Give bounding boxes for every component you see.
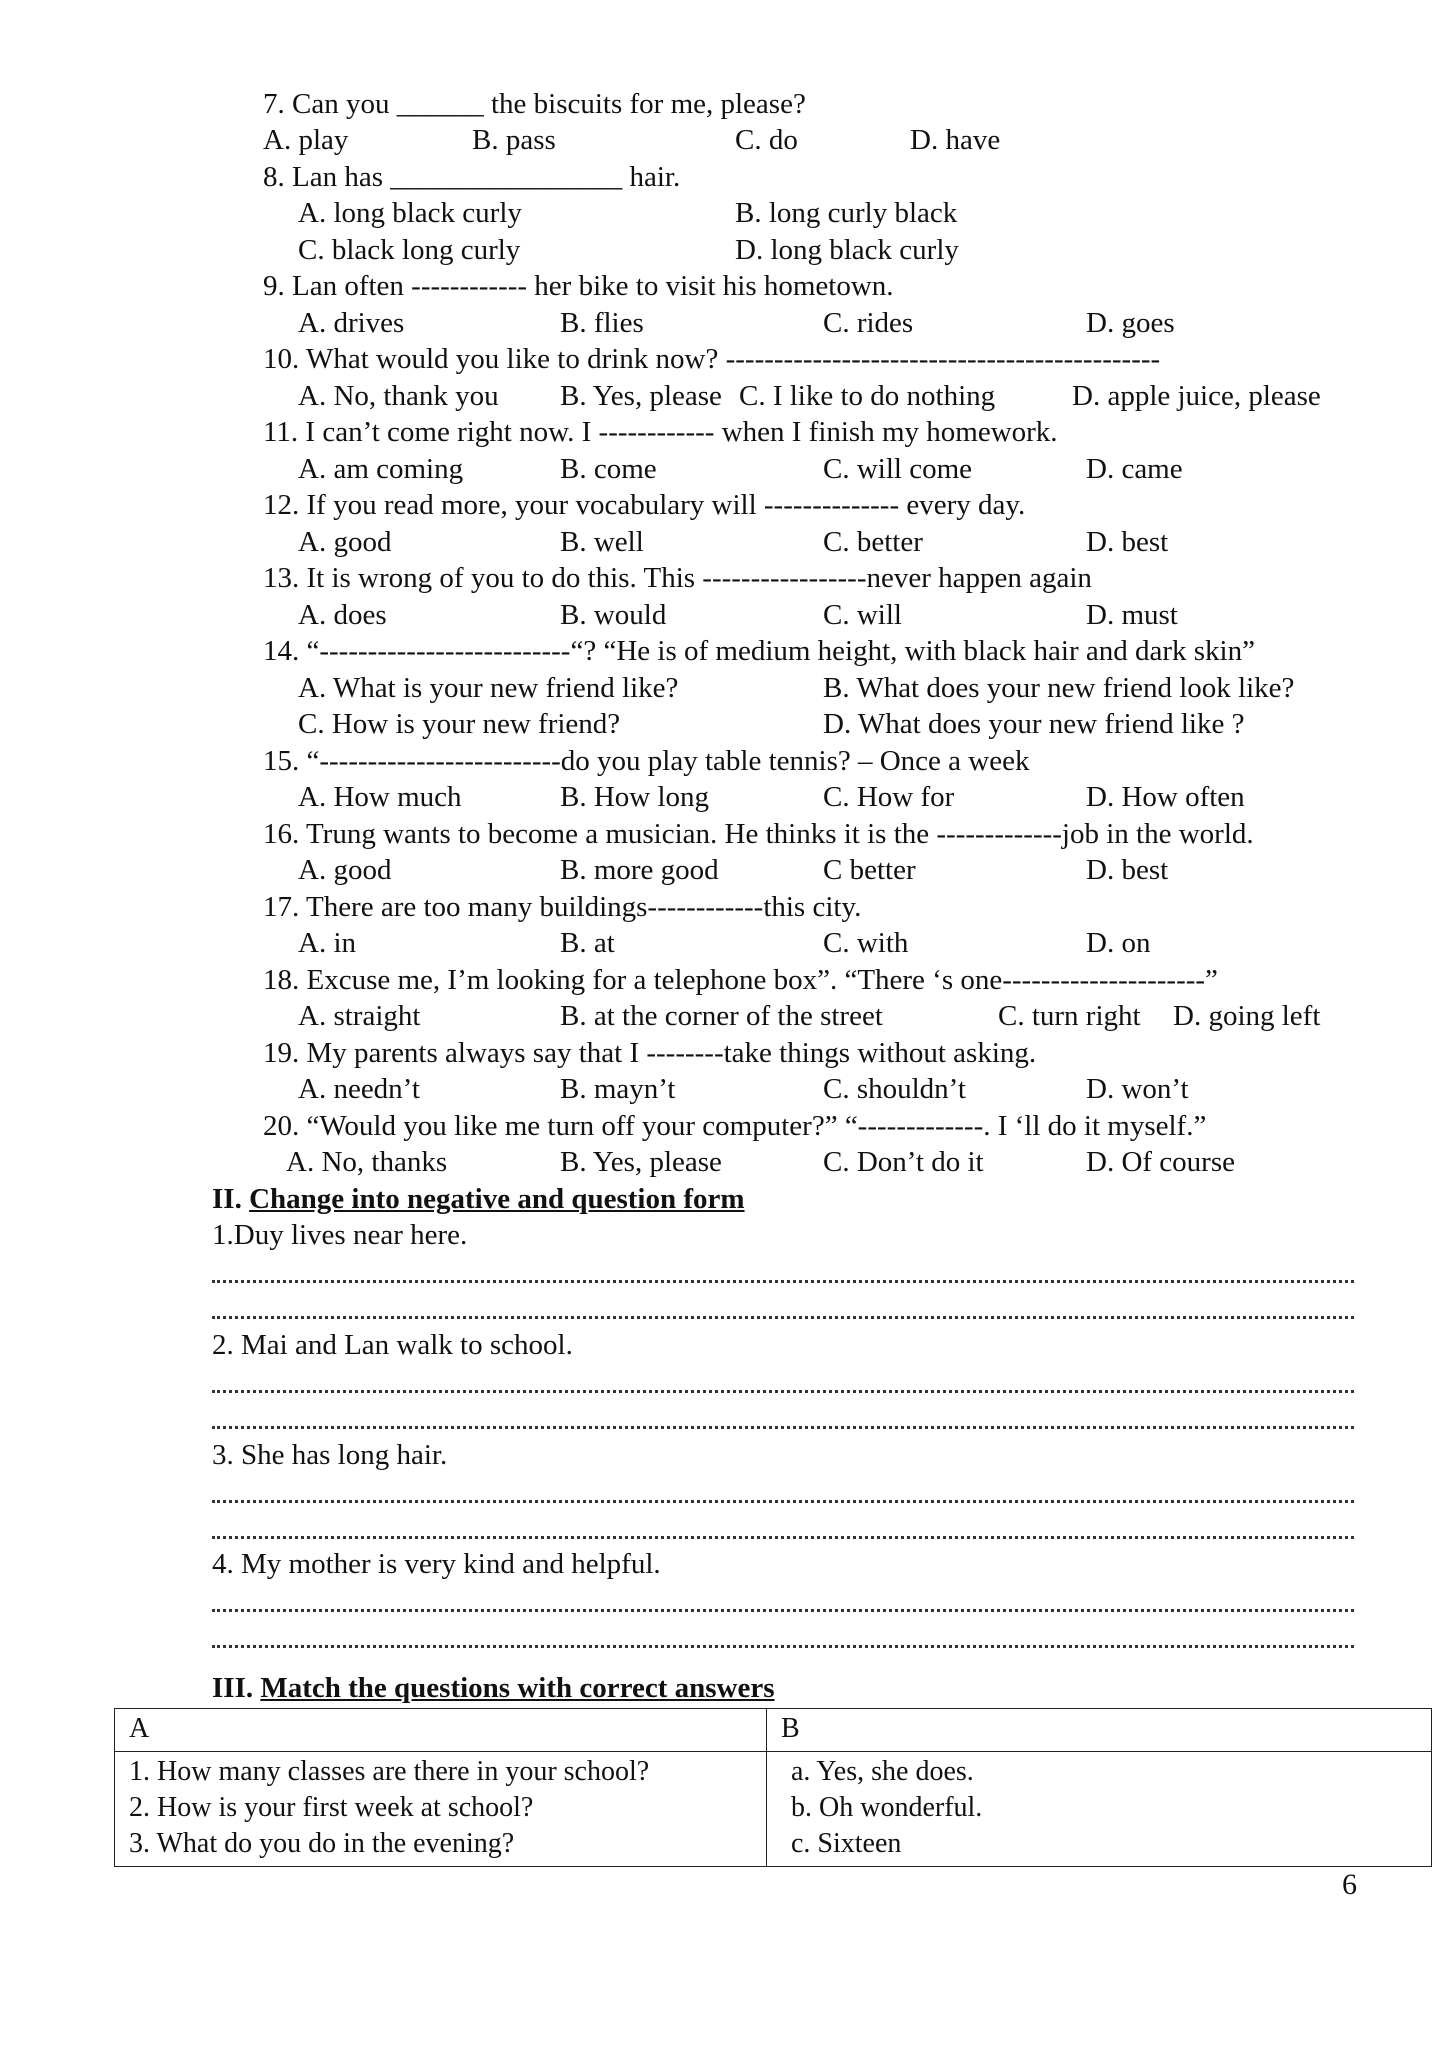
question-15: 15. “-------------------------do you play table tennis? – Once a week — [263, 745, 1030, 777]
option: C. with — [823, 927, 909, 959]
option: D. came — [1086, 453, 1183, 485]
answer-line — [212, 1422, 1354, 1429]
section-title: Change into negative and question form — [249, 1183, 745, 1215]
option: A. No, thanks — [286, 1146, 448, 1178]
option: C. How for — [823, 781, 955, 813]
question-11: 11. I can’t come right now. I ------------ when I finish my homework. — [263, 416, 1058, 448]
option: B. How long — [560, 781, 710, 813]
option: D. How often — [1086, 781, 1245, 813]
page-number: 6 — [1342, 1868, 1357, 1901]
option: C. will — [823, 599, 902, 631]
section-2-heading — [212, 1181, 745, 1217]
transform-item-2: 2. Mai and Lan walk to school. — [212, 1329, 573, 1361]
list-item: a. Yes, she does. — [791, 1756, 974, 1787]
option: A. No, thank you — [298, 380, 499, 412]
option: A. good — [298, 854, 392, 886]
list-item: 2. How is your first week at school? — [129, 1792, 534, 1823]
option: A. play — [263, 124, 349, 156]
transform-item-1: 1.Duy lives near here. — [212, 1219, 468, 1251]
option: D. What does your new friend like ? — [823, 708, 1245, 740]
answer-line — [212, 1641, 1354, 1648]
question-13: 13. It is wrong of you to do this. This -----------------never happen again — [263, 562, 1092, 594]
option: B. would — [560, 599, 667, 631]
option: C. rides — [823, 307, 914, 339]
section-number: II. — [212, 1183, 242, 1215]
option: A. long black curly — [298, 197, 522, 229]
option: A. drives — [298, 307, 405, 339]
question-18: 18. Excuse me, I’m looking for a telephone box”. “There ‘s one---------------------” — [263, 964, 1218, 996]
answer-line — [212, 1532, 1354, 1539]
option: D. won’t — [1086, 1073, 1189, 1105]
question-10: 10. What would you like to drink now? --------------------------------------------- — [263, 343, 1161, 375]
question-7: 7. Can you ______ the biscuits for me, please? — [263, 88, 806, 120]
option: A. in — [298, 927, 356, 959]
option: B. pass — [472, 124, 556, 156]
option: B. come — [560, 453, 657, 485]
option: B. more good — [560, 854, 719, 886]
option: D. have — [910, 124, 1001, 156]
question-17: 17. There are too many buildings------------this city. — [263, 891, 862, 923]
option: A. needn’t — [298, 1073, 420, 1105]
option: B. flies — [560, 307, 644, 339]
option: B. mayn’t — [560, 1073, 676, 1105]
option: C. I like to do nothing — [739, 380, 996, 412]
transform-item-4: 4. My mother is very kind and helpful. — [212, 1548, 661, 1580]
transform-item-3: 3. She has long hair. — [212, 1439, 448, 1471]
question-20: 20. “Would you like me turn off your computer?” “-------------. I ‘ll do it myself.” — [263, 1110, 1207, 1142]
option: A. good — [298, 526, 392, 558]
option: B. Yes, please — [560, 380, 722, 412]
option: D. goes — [1086, 307, 1175, 339]
question-12: 12. If you read more, your vocabulary will -------------- every day. — [263, 489, 1026, 521]
column-a-questions — [115, 1752, 767, 1867]
question-9: 9. Lan often ------------ her bike to visit his hometown. — [263, 270, 894, 302]
column-a-header: A — [115, 1709, 767, 1752]
question-16: 16. Trung wants to become a musician. He thinks it is the -------------job in the world. — [263, 818, 1254, 850]
section-title: Match the questions with correct answers — [260, 1672, 775, 1704]
answer-line — [212, 1605, 1354, 1612]
option: C. better — [823, 526, 923, 558]
answer-line — [212, 1312, 1354, 1319]
section-number: III. — [212, 1672, 254, 1704]
column-b-answers — [767, 1752, 1432, 1867]
option: D. on — [1086, 927, 1151, 959]
option: B. Yes, please — [560, 1146, 722, 1178]
option: C. Don’t do it — [823, 1146, 984, 1178]
option: A. straight — [298, 1000, 421, 1032]
table-row — [115, 1752, 1432, 1867]
list-item: b. Oh wonderful. — [791, 1792, 983, 1823]
option: C better — [823, 854, 916, 886]
option: B. long curly black — [735, 197, 958, 229]
option: A. What is your new friend like? — [298, 672, 679, 704]
answer-line — [212, 1496, 1354, 1503]
option: C. will come — [823, 453, 973, 485]
option: C. do — [735, 124, 798, 156]
option: B. at the corner of the street — [560, 1000, 883, 1032]
option: D. long black curly — [735, 234, 959, 266]
option: A. am coming — [298, 453, 464, 485]
option: D. best — [1086, 526, 1169, 558]
answer-line — [212, 1386, 1354, 1393]
option: A. does — [298, 599, 387, 631]
option: D. going left — [1173, 1000, 1321, 1032]
section-3-heading — [212, 1670, 775, 1706]
matching-table — [114, 1708, 1432, 1867]
list-item: 1. How many classes are there in your school? — [129, 1756, 650, 1787]
option: C. How is your new friend? — [298, 708, 621, 740]
question-14: 14. “--------------------------“? “He is of medium height, with black hair and dark skin” — [263, 635, 1255, 667]
option: B. well — [560, 526, 644, 558]
option: C. shouldn’t — [823, 1073, 966, 1105]
option: B. at — [560, 927, 615, 959]
option: D. Of course — [1086, 1146, 1235, 1178]
list-item: 3. What do you do in the evening? — [129, 1828, 515, 1859]
list-item: c. Sixteen — [791, 1828, 902, 1859]
answer-line — [212, 1276, 1354, 1283]
option: D. best — [1086, 854, 1169, 886]
option: C. turn right — [998, 1000, 1141, 1032]
option: D. apple juice, please — [1072, 380, 1321, 412]
question-19: 19. My parents always say that I --------take things without asking. — [263, 1037, 1037, 1069]
column-b-header: B — [767, 1709, 1432, 1752]
option: A. How much — [298, 781, 462, 813]
option: C. black long curly — [298, 234, 521, 266]
table-header-row — [115, 1709, 1432, 1752]
option: B. What does your new friend look like? — [823, 672, 1295, 704]
question-8: 8. Lan has ________________ hair. — [263, 161, 681, 193]
option: D. must — [1086, 599, 1178, 631]
